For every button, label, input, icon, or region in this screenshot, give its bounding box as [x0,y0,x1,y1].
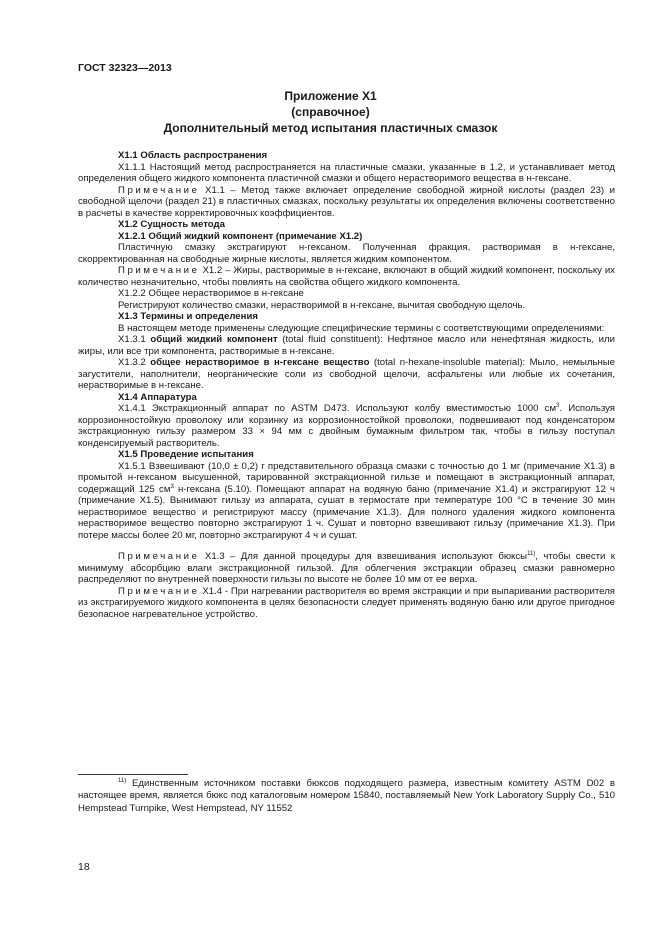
section-heading-x1-1: Х1.1 Область распространения [118,150,268,161]
note-label: Примечание [118,265,200,276]
subsection-heading-x1-2-2: Х1.2.2 Общее нерастворимое в н-гексане [118,288,304,299]
note-x1-1 [78,185,615,220]
section-heading-x1-4: Х1.4 Аппаратура [118,391,197,403]
paragraph-text: н-гексана (5.10). Помещают аппарат на водяную баню (примечание Х1.4) и экстрагируют 12 ч (примечание Х1.5). Вынимают гильзу из аппарата, сушат в термостате при температуре 100 °С в течение 30 мин нерастворимое вещество и регистрируют массу (примечание Х1.3). Для полного удаления жидкого компонента нерастворимое вещество повторно экстрагируют 1 ч. Сушат и повторно взвешивают гильзу (примечание Х1.3). При потере массы более 20 мг, повторно экстрагируют 4 ч и сушат. [78,483,615,541]
superscript-unit: 3 [170,483,174,490]
appendix-title-block [78,88,583,136]
footnote-body: Единственным источником поставки бюксов подходящего размера, известным комитету ASTM D02 в настоящее время, является бюкс под каталоговым номером 15840, поставляемый New York Laboratory Supply Co., 510 Hempstead Turnpike, West Hempstead, NY 11552 [78,778,615,814]
paragraph-x1-2-1: Пластичную смазку экстрагируют н-гексаном. Полученная фракция, растворимая в н-гексане, скорректированная на свободные жирные кислоты, является жидким компонентом. [78,242,615,265]
paragraph-text: Х1.4.1 Экстракционный аппарат по ASTM D473. Используют колбу вместимостью 1000 см [118,403,557,414]
note-label: Примечание [118,184,200,196]
paragraph-text: Х1.5.1 Взвешивают (10,0 ± 0,2) г представительного образца смазки с точностью до 1 мг (примечание Х1.3) в промытой н-гексаном высушенной, тарированной экстракционной гильзе и помещают в экстракционный аппарат, содержащий 125 см [78,460,615,495]
section-heading-x1-2: Х1.2 Сущность метода [118,219,225,230]
footnote-mark: 11) [118,777,127,784]
term-definition: (total fluid constituent): Нефтяное масло или ненефтяная жидкость, или жиры, или все три компонента, растворимые в н-гексане. [78,334,615,357]
document-code: ГОСТ 32323—2013 [78,62,172,74]
term-number: Х1.3.2 [118,357,146,368]
term-x1-3-2 [78,357,615,392]
spacer [78,541,615,551]
section-heading-x1-3: Х1.3 Термины и определения [118,311,258,322]
note-text: Х1.4 - При нагревании растворителя во время экстракции и при выпаривании растворителя из экстрагируемого жидкого компонента в целях безопасности следует применять водяную баню или другое пригодное безопасное нагревательное устройство. [78,585,615,620]
paragraph-x1-5-1 [78,461,615,542]
note-text: Х1.1 – Метод также включает определение свободной жирной кислоты (раздел 23) и свободной щелочи (раздел 21) в пластичных смазках, поскольку результаты их определения включены соответственно в расчеты в качестве корректировочных коэффициентов. [78,184,615,219]
superscript-unit: 3 [556,402,560,409]
note-x1-4 [78,586,615,621]
subsection-heading-x1-2-1: Х1.2.1 Общий жидкий компонент (примечание Х1.2) [118,230,363,242]
appendix-label: Приложение Х1 [284,89,377,103]
note-label: Примечание [118,585,200,597]
term-x1-3-1 [78,334,615,357]
paragraph-x1-2-2: Регистрируют количество смазки, нерастворимой в н-гексане, вычитая свободную щелочь. [118,299,526,311]
section-heading-x1-5: Х1.5 Проведение испытания [118,449,254,460]
appendix-kind: (справочное) [291,105,370,119]
note-x1-2 [78,265,615,288]
paragraph-x1-4-1 [78,403,615,449]
footnote [78,778,615,815]
term-name: общий жидкий компонент [150,334,278,345]
paragraph-text: . Используя коррозионностойкую проволоку или корзинку из коррозионностойкой проволоки, подвешивают под конденсатором экстракционную гильзу размером 33 × 94 мм с двойным бумажным фильтром так, чтобы в гильзу поступал конденсируемый растворитель. [78,403,615,449]
page-number: 18 [78,861,90,873]
document-body [78,150,615,620]
term-name: общее нерастворимое в н-гексане вещество [150,357,370,368]
note-text: , чтобы свести к минимуму абсорбцию влаги экстракционной гильзой. Для облегчения экстракции образец смазки равномерно распределяют по внутренней поверхности гильзы по высоте не более 10 мм от ее верха. [78,551,615,585]
footnote-text [78,778,615,815]
paragraph-x1-3-intro: В настоящем методе применены следующие специфические термины с соответствующими определениями: [118,322,605,334]
note-text: Х1.3 – Для данной процедуры для взвешивания используют бюксы [204,551,528,562]
note-x1-3 [78,551,615,586]
term-definition: (total n-hexane-insoluble material): Мыло, немыльные загустители, наполнители, неорганические соли из свободной щелочи, асфальтены или любые их сочетания, нерастворимые в н-гексане. [78,357,615,391]
paragraph-x1-1-1: Х1.1.1 Настоящий метод распространяется на пластичные смазки, указанные в 1.2, и устанавливает метод определения общего жидкого компонента пластичной смазки и общего нерастворимого вещества в н-гексане. [78,161,615,184]
footnote-reference: 11) [527,550,536,557]
note-label: Примечание [118,551,200,562]
note-text: Х1.2 – Жиры, растворимые в н-гексане, включают в общий жидкий компонент, поскольку их количество незначительно, чтобы повлиять на свойства общего жидкого компонента. [78,265,615,288]
footnote-separator [78,774,188,775]
appendix-name: Дополнительный метод испытания пластичных смазок [163,121,498,135]
term-number: Х1.3.1 [118,334,146,345]
